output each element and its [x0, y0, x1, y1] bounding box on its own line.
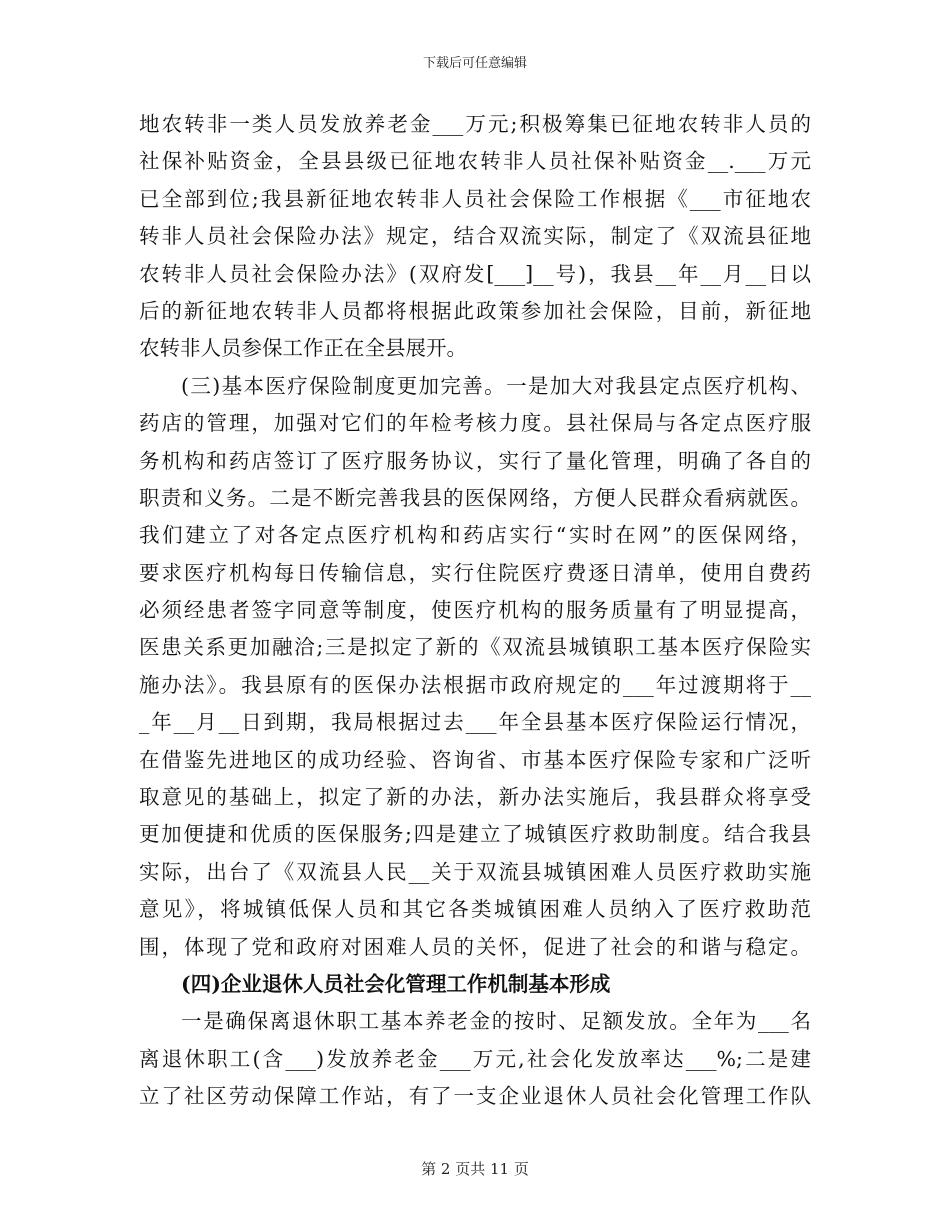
paragraph-line: 已全部到位;我县新征地农转非人员社会保险工作根据《___市征地农: [139, 186, 811, 211]
paragraph-line: 药店的管理，加强对它们的年检考核力度。县社保局与各定点医疗服: [139, 411, 811, 436]
paragraph-line: (三)基本医疗保险制度更加完善。一是加大对我县定点医疗机构、: [181, 373, 811, 398]
paragraph-line: 地农转非一类人员发放养老金___万元;积极筹集已征地农转非人员的: [139, 112, 811, 136]
paragraph-line: 施办法》。我县原有的医保办法根据市政府规定的___年过渡期将于__: [139, 672, 811, 697]
paragraph-line: 要求医疗机构每日传输信息，实行住院医疗费逐日清单，使用自费药: [139, 560, 811, 585]
paragraph-line: 农转非人员参保工作正在全县展开。: [139, 336, 467, 361]
paragraph-line: 必须经患者签字同意等制度，使医疗机构的服务质量有了明显提高，: [139, 598, 811, 623]
paragraph-line: 转非人员社会保险办法》规定，结合双流实际，制定了《双流县征地: [139, 224, 811, 249]
paragraph-line: _年__月__日到期，我局根据过去___年全县基本医疗保险运行情况，: [139, 710, 811, 735]
paragraph-line: 职责和义务。二是不断完善我县的医保网络，方便人民群众看病就医。: [139, 485, 811, 510]
paragraph-line: 意见》，将城镇低保人员和其它各类城镇困难人员纳入了医疗救助范: [139, 897, 811, 922]
paragraph-line: 更加便捷和优质的医保服务;四是建立了城镇医疗救助制度。结合我县: [139, 822, 811, 847]
document-body: [139, 106, 811, 1116]
paragraph-line: 实际，出台了《双流县人民__关于双流县城镇困难人员医疗救助实施: [139, 859, 811, 884]
paragraph-line: 我们建立了对各定点医疗机构和药店实行“实时在网”的医保网络，: [139, 523, 811, 548]
paragraph-line: 围，体现了党和政府对困难人员的关怀，促进了社会的和谐与稳定。: [139, 934, 811, 959]
paragraph-line: 在借鉴先进地区的成功经验、咨询省、市基本医疗保险专家和广泛听: [139, 747, 811, 772]
page-footer: 第 2 页共 11 页: [421, 1160, 529, 1178]
paragraph-line: 立了社区劳动保障工作站，有了一支企业退休人员社会化管理工作队: [139, 1084, 811, 1109]
paragraph-line: 社保补贴资金，全县县级已征地农转非人员社保补贴资金__.___万元: [139, 149, 811, 174]
paragraph-line: 一是确保离退休职工基本养老金的按时、足额发放。全年为___名: [181, 1009, 811, 1034]
paragraph-line: 农转非人员社会保险办法》(双府发[___]__号)，我县__年__月__日以: [139, 261, 811, 286]
paragraph-line: 务机构和药店签订了医疗服务协议，实行了量化管理，明确了各自的: [139, 448, 811, 473]
paragraph-line: 医患关系更加融洽;三是拟定了新的《双流县城镇职工基本医疗保险实: [139, 635, 811, 660]
section-heading: (四)企业退休人员社会化管理工作机制基本形成: [181, 971, 611, 996]
page-header: 下载后可任意编辑: [422, 56, 527, 71]
paragraph-line: 取意见的基础上，拟定了新的办法，新办法实施后，我县群众将享受: [139, 785, 811, 810]
paragraph-line: 离退休职工(含___)发放养老金___万元,社会化发放率达___%;二是建: [139, 1046, 811, 1071]
paragraph-line: 后的新征地农转非人员都将根据此政策参加社会保险，目前，新征地: [139, 298, 811, 323]
